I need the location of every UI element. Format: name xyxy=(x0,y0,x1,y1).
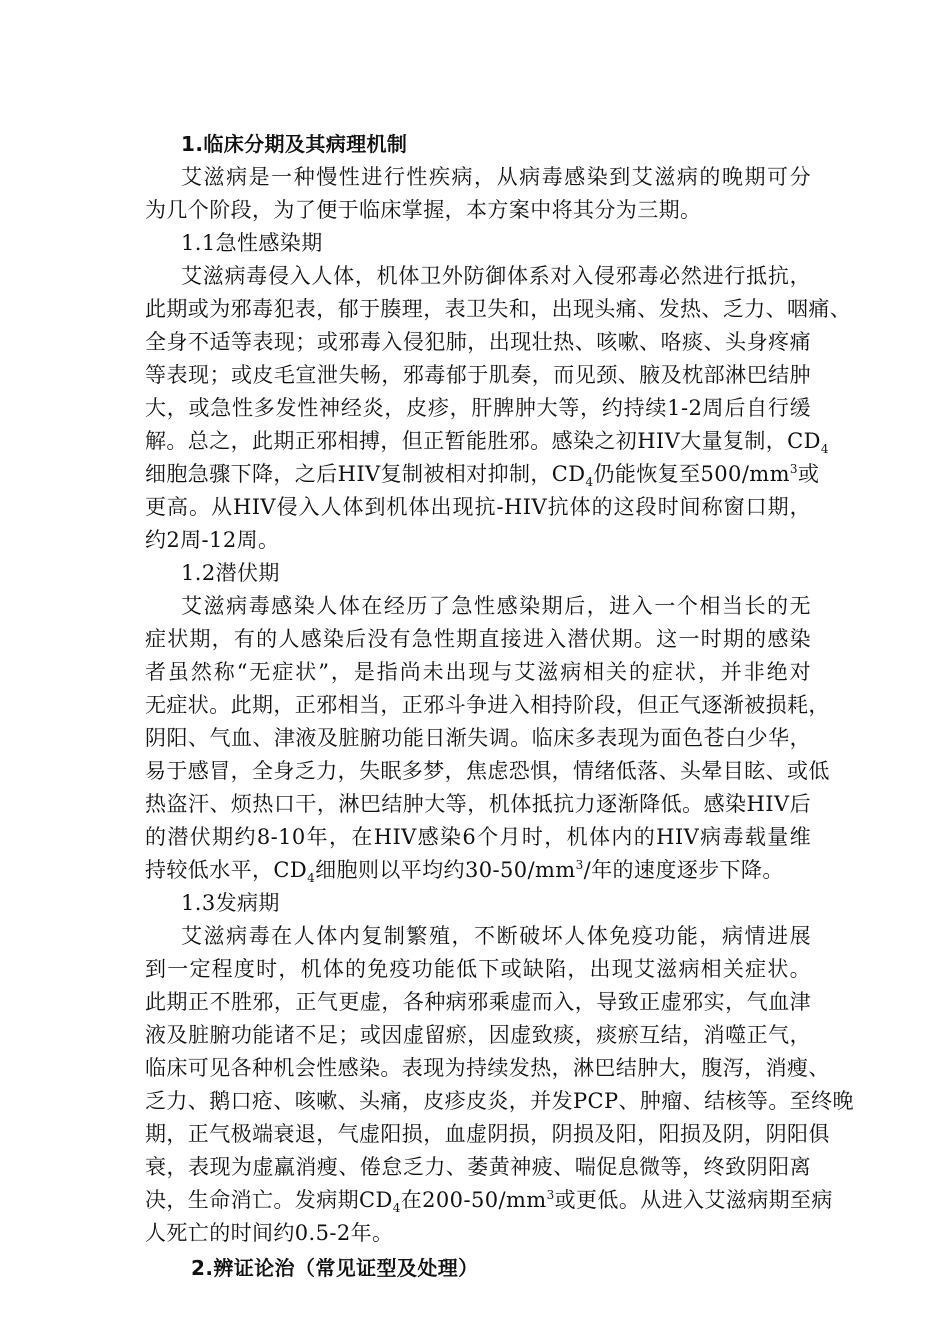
subsection-heading-1-3: 1.3发病期 xyxy=(181,891,280,915)
text-line: 临床可见各种机会性感染。表现为持续发热，淋巴结肿大，腹泻，消瘦、 xyxy=(145,1056,830,1080)
text-run: 仍能恢复至500/mm xyxy=(593,462,790,486)
text-run: 细胞急骤下降，之后HIV复制被相对抑制，CD xyxy=(145,462,586,486)
text-line: 症状期，有的人感染后没有急性期直接进入潜伏期。这一时期的感染 xyxy=(145,627,811,651)
paragraph-acute xyxy=(145,260,852,557)
text-line: 大，或急性多发性神经炎，皮疹，肝脾肿大等，约持续1-2周后自行缓 xyxy=(145,396,811,420)
text-line: 为几个阶段，为了便于临床掌握，本方案中将其分为三期。 xyxy=(145,198,702,222)
superscript-3: 3 xyxy=(575,858,584,872)
text-line: 衰，表现为虚羸消瘦、倦怠乏力、萎黄神疲、喘促息微等，终致阴阳离 xyxy=(145,1155,811,1179)
text-run: 解。总之，此期正邪相搏，但正暂能胜邪。感染之初HIV大量复制，CD xyxy=(145,429,821,453)
text-line: 无症状。此期，正邪相当，正邪斗争进入相持阶段，但正气逐渐被损耗， xyxy=(145,693,830,717)
superscript-3: 3 xyxy=(789,462,798,476)
paragraph-latent xyxy=(145,590,830,887)
subsection-heading-1-1: 1.1急性感染期 xyxy=(181,231,323,255)
subsection-heading-1-2: 1.2潜伏期 xyxy=(181,561,280,585)
text-line: 更高。从HIV侵入人体到机体出现抗-HIV抗体的这段时间称窗口期， xyxy=(145,495,811,519)
text-run: 决，生命消亡。发病期CD xyxy=(145,1188,393,1212)
paragraph-onset xyxy=(145,920,854,1250)
text-line: 艾滋病毒在人体内复制繁殖，不断破坏人体免疫功能，病情进展 xyxy=(181,924,811,948)
text-line: 等表现；或皮毛宣泄失畅，邪毒郁于肌奏，而见颈、腋及枕部淋巴结肿 xyxy=(145,363,811,387)
subscript-4: 4 xyxy=(307,871,316,886)
text-line: 乏力、鹅口疮、咳嗽、头痛，皮疹皮炎，并发PCP、肿瘤、结核等。至终晚 xyxy=(145,1089,854,1113)
text-run: 细胞则以平均约30-50/mm xyxy=(315,858,576,882)
text-line: 艾滋病是一种慢性进行性疾病，从病毒感染到艾滋病的晚期可分 xyxy=(181,165,811,189)
text-run: 或更低。从进入艾滋病期至病 xyxy=(554,1188,833,1212)
text-line: 的潜伏期约8-10年，在HIV感染6个月时，机体内的HIV病毒载量维 xyxy=(145,825,811,849)
text-line: 艾滋病毒感染人体在经历了急性感染期后，进入一个相当长的无 xyxy=(181,594,811,618)
text-line: 艾滋病毒侵入人体，机体卫外防御体系对入侵邪毒必然进行抵抗， xyxy=(181,264,811,288)
text-line: 此期或为邪毒犯表，郁于腠理，表卫失和，出现头痛、发热、乏力、咽痛、 xyxy=(145,297,852,321)
text-line: 此期正不胜邪，正气更虚，各种病邪乘虚而入，导致正虚邪实，气血津 xyxy=(145,990,811,1014)
text-line: 者虽然称“无症状”，是指尚未出现与艾滋病相关的症状，并非绝对 xyxy=(145,660,811,684)
subscript-4: 4 xyxy=(820,442,829,457)
document-page xyxy=(145,128,854,1285)
text-line: 热盗汗、烦热口干，淋巴结肿大等，机体抵抗力逐渐降低。感染HIV后 xyxy=(145,792,811,816)
text-line xyxy=(145,854,811,887)
text-run: 在200-50/mm xyxy=(400,1188,547,1212)
text-line: 易于感冒，全身乏力，失眠多梦，焦虑恐惧，情绪低落、头晕目眩、或低 xyxy=(145,759,830,783)
subscript-4: 4 xyxy=(392,1201,401,1216)
text-line: 人死亡的时间约0.5-2年。 xyxy=(145,1221,394,1245)
section-heading-2: 2.辨证论治（常见证型及处理） xyxy=(191,1256,479,1280)
section-heading-1: 1.临床分期及其病理机制 xyxy=(181,132,408,156)
text-run: 持较低水平，CD xyxy=(145,858,308,882)
paragraph-intro xyxy=(145,161,811,227)
text-line: 期，正气极端衰退，气虚阳损，血虚阴损，阴损及阳，阳损及阴，阴阳俱 xyxy=(145,1122,830,1146)
text-run: 或 xyxy=(797,462,820,486)
text-line: 全身不适等表现；或邪毒入侵犯肺，出现壮热、咳嗽、咯痰、头身疼痛 xyxy=(145,330,811,354)
text-line xyxy=(145,425,829,458)
text-run: /年的速度逐步下降。 xyxy=(583,858,784,882)
text-line: 到一定程度时，机体的免疫功能低下或缺陷，出现艾滋病相关症状。 xyxy=(145,957,811,981)
text-line: 约2周-12周。 xyxy=(145,528,280,552)
text-line: 阴阳、气血、津液及脏腑功能日渐失调。临床多表现为面色苍白少华， xyxy=(145,726,811,750)
subscript-4: 4 xyxy=(585,475,594,490)
text-line xyxy=(145,458,820,491)
text-line xyxy=(145,1184,833,1217)
text-line: 液及脏腑功能诸不足；或因虚留瘀，因虚致痰，痰瘀互结，消噬正气， xyxy=(145,1023,811,1047)
superscript-3: 3 xyxy=(546,1188,555,1202)
